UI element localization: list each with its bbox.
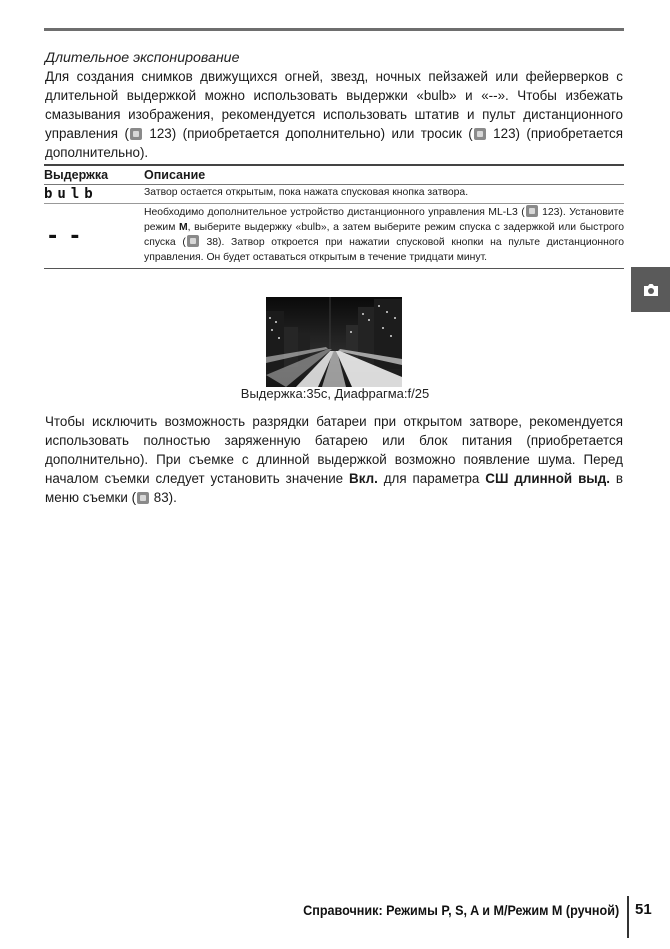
intro-paragraph [45,67,623,162]
row-text: 38). Затвор откроется при нажатии спусковой кнопки на пульте дистанционного управления. Он будет оставаться открытым в течение тридцати минут. [144,237,624,263]
body-text-4: 83). [150,490,177,505]
dash-symbol: -- [46,223,91,249]
header-description: Описание [144,168,206,182]
footer-title: Справочник: Режимы P, S, A и M/Режим M (ручной) [302,902,619,918]
page-reference-icon [137,492,149,504]
header-shutter: Выдержка [44,168,109,182]
body-paragraph [45,412,623,507]
intro-text-2: 123) (приобретается дополнительно) или тросик ( [142,126,473,141]
camera-icon [642,283,660,297]
shutter-symbol-dashes [44,204,144,268]
shutter-symbol-bulb [44,185,144,203]
row-description: Затвор остается открытым, пока нажата спусковая кнопка затвора. [144,187,469,198]
top-rule [44,28,624,31]
page-reference-icon [130,128,142,140]
section-title: Длительное экспонирование [45,50,240,66]
table-row [44,185,624,204]
footer-divider [627,896,629,938]
intro-text-3: 123) (приобретается дополнительно). [45,126,623,160]
table-row [44,204,624,269]
row-text: 123). Установите режим [144,207,624,233]
row-description [144,204,624,268]
section-tab [631,267,670,312]
row-text: Необходимо дополнительное устройство дистанционного управления ML-L3 ( [144,207,525,219]
photo-caption: Выдержка:35с, Диафрагма:f/25 [240,386,430,401]
bulb-symbol: bulb [44,186,98,203]
setting-name: СШ длинной выд. [485,471,610,486]
row-text: , выберите выдержку «bulb», а затем выберите режим спуска с задержкой или быстрого спуска ( [144,221,625,249]
body-text-1: Чтобы исключить возможность разрядки батареи при открытом затворе, рекомендуется использовать полностью заряженную батарею или блок питания (приобретается дополнительно). При съемке с длинной выдержкой возможно появление шума. Перед началом съемки следует установить значение [45,414,623,486]
night-traffic-photo [266,297,402,387]
intro-text-1: Для создания снимков движущихся огней, звезд, ночных пейзажей или фейерверков с длительной выдержкой можно использовать выдержки «bulb» и «--». Чтобы избежать смазывания изображения, рекомендуется использовать штатив и пульт дистанционного управления ( [45,69,623,141]
table-header [44,166,624,184]
body-text-2: для параметра [377,471,486,486]
page-reference-icon [474,128,486,140]
page-reference-icon [187,235,199,247]
shutter-table [44,164,624,269]
mode-label: M [178,221,188,233]
value-on: Вкл. [349,471,378,486]
page-number: 51 [635,901,652,918]
page-reference-icon [526,205,538,217]
body-text-3: в меню съемки ( [45,471,624,505]
